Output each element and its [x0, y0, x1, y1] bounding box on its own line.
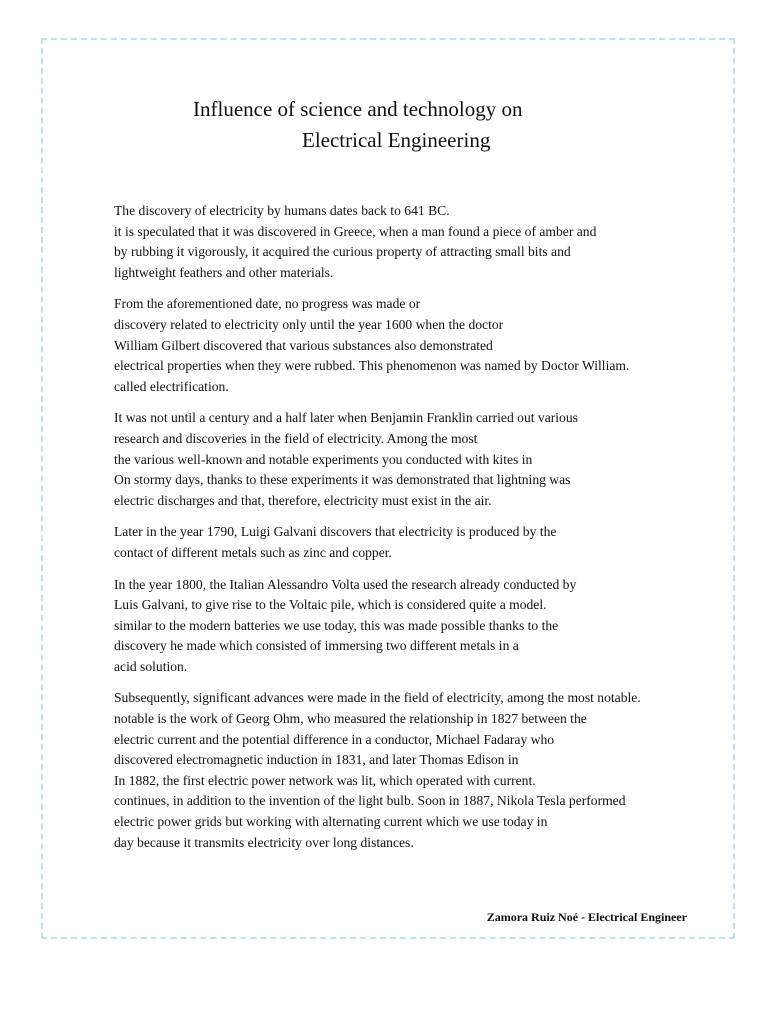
text-line: continues, in addition to the invention of the light bulb. Soon in 1887, Nikola Tesla performed — [114, 793, 626, 809]
document-body — [114, 201, 674, 864]
text-line: Later in the year 1790, Luigi Galvani discovers that electricity is produced by the — [114, 524, 557, 540]
text-line: notable is the work of Georg Ohm, who measured the relationship in 1827 between the — [114, 711, 587, 727]
paragraph-5 — [114, 575, 674, 678]
text-line: electric discharges and that, therefore, electricity must exist in the air. — [114, 492, 492, 508]
paragraph-6 — [114, 688, 674, 853]
text-line: In the year 1800, the Italian Alessandro Volta used the research already conducted by — [114, 576, 577, 592]
text-line: On stormy days, thanks to these experiments it was demonstrated that lightning was — [114, 472, 571, 488]
title-line-2: Electrical Engineering — [302, 128, 491, 152]
text-line: The discovery of electricity by humans dates back to 641 BC. — [114, 203, 450, 218]
text-line: discovered electromagnetic induction in 1831, and later Thomas Edison in — [114, 752, 519, 768]
title-line-1: Influence of science and technology on — [193, 97, 523, 121]
text-line: electric power grids but working with alternating current which we use today in — [114, 814, 548, 830]
text-line: electric current and the potential difference in a conductor, Michael Fadaray who — [114, 731, 555, 747]
text-line: From the aforementioned date, no progress was made or — [114, 296, 421, 312]
text-line: day because it transmits electricity over long distances. — [114, 834, 414, 850]
paragraph-4 — [114, 522, 674, 563]
author-signature: Zamora Ruiz Noé - Electrical Engineer — [486, 910, 687, 924]
text-line: called electrification. — [114, 378, 229, 394]
text-line: In 1882, the first electric power network was lit, which operated with current. — [114, 772, 536, 788]
text-line: by rubbing it vigorously, it acquired the curious property of attracting small bits and — [114, 244, 571, 260]
text-line: contact of different metals such as zinc and copper. — [114, 544, 392, 560]
text-line: William Gilbert discovered that various substances also demonstrated — [114, 337, 493, 353]
text-line: similar to the modern batteries we use today, this was made possible thanks to the — [114, 617, 559, 633]
text-line: the various well-known and notable experiments you conducted with kites in — [114, 451, 533, 467]
paragraph-1 — [114, 201, 674, 283]
text-line: research and discoveries in the field of electricity. Among the most — [114, 430, 478, 446]
text-line: acid solution. — [114, 658, 188, 674]
text-line: It was not until a century and a half later when Benjamin Franklin carried out various — [114, 410, 578, 426]
text-line: lightweight feathers and other materials. — [114, 264, 334, 280]
paragraph-3 — [114, 408, 674, 511]
text-line: Luis Galvani, to give rise to the Voltaic pile, which is considered quite a model. — [114, 597, 547, 613]
text-line: it is speculated that it was discovered in Greece, when a man found a piece of amber and — [114, 223, 597, 239]
text-line: electrical properties when they were rubbed. This phenomenon was named by Doctor William. — [114, 358, 630, 374]
text-line: discovery he made which consisted of immersing two different metals in a — [114, 638, 519, 654]
paragraph-2 — [114, 294, 674, 397]
text-line: Subsequently, significant advances were made in the field of electricity, among the most notable. — [114, 690, 641, 706]
text-line: discovery related to electricity only until the year 1600 when the doctor — [114, 316, 504, 332]
